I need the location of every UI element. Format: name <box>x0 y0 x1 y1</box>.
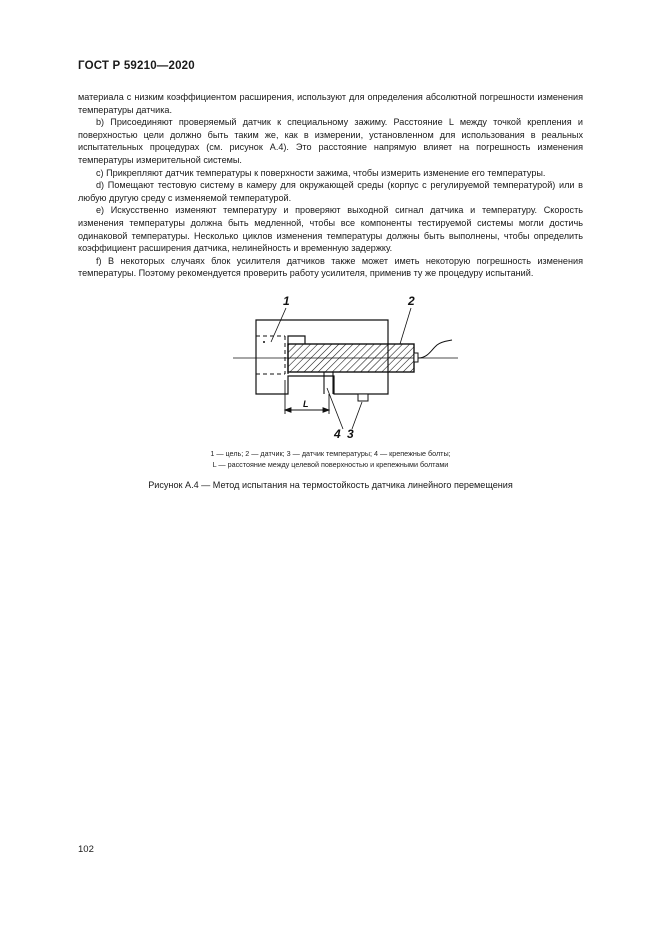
figure-legend-line-1: 1 — цель; 2 — датчик; 3 — датчик температуры; 4 — крепежные болты; <box>210 449 451 458</box>
figure-legend-line-2: L — расстояние между целевой поверхностью и крепежными болтами <box>212 460 449 469</box>
figure-caption: Рисунок А.4 — Метод испытания на термостойкость датчика линейного перемещения <box>148 480 513 490</box>
paragraph-c: c) Прикрепляют датчик температуры к поверхности зажима, чтобы измерить изменение его температуры. <box>96 167 546 178</box>
paragraph-b: b) Присоединяют проверяемый датчик к специальному зажиму. Расстояние L между точкой крепления и поверхностью цели должно быть таким же, как в измерении, установленном для использования в реальных испытательных процедурах (см. рисунок А.4). Это расстояние напрямую влияет на погрешность изменения температуры измерительной системы. <box>78 117 583 165</box>
target-center-dot <box>263 341 265 343</box>
callout-2: 2 <box>408 294 415 308</box>
paragraph-f: f) В некоторых случаях блок усилителя датчиков также может иметь некоторую погрешность изменения температуры. Поэтому рекомендуется проверить работу усилителя, применив ту же процедуру испытаний. <box>78 255 583 279</box>
body-text <box>78 91 583 280</box>
callout-3: 3 <box>347 427 354 440</box>
temperature-sensor <box>358 394 368 401</box>
sensor-cable <box>418 340 452 358</box>
paragraph-intro: материала с низким коэффициентом расширения, используют для определения абсолютной погрешности изменения температуры датчика. <box>78 92 583 115</box>
figure-a4-diagram <box>228 292 468 440</box>
paragraph-e: e) Искусственно изменяют температуру и проверяют выходной сигнал датчика и температуру. Скорость изменения температуры должна быть медленной, чтобы все компоненты тестируемой системы могли достичь одинаковой температуры. Несколько циклов изменения температуры должны быть выполнены, чтобы определить коэффициент расширения датчика, нелинейность и временную задержку. <box>78 205 583 254</box>
page-number: 102 <box>78 844 94 855</box>
sensor-body <box>288 344 414 372</box>
callout-4: 4 <box>334 427 341 440</box>
mounting-bolt <box>324 372 333 394</box>
sensor-connector <box>414 353 418 362</box>
target <box>256 336 285 374</box>
document-header: ГОСТ Р 59210—2020 <box>78 60 195 72</box>
callout-1: 1 <box>283 294 290 308</box>
dimension-l-label: L <box>303 399 309 409</box>
paragraph-d: d) Помещают тестовую систему в камеру для окружающей среды (корпус с регулируемой температурой) или в любую другую среду с изменяемой температурой. <box>78 180 583 203</box>
